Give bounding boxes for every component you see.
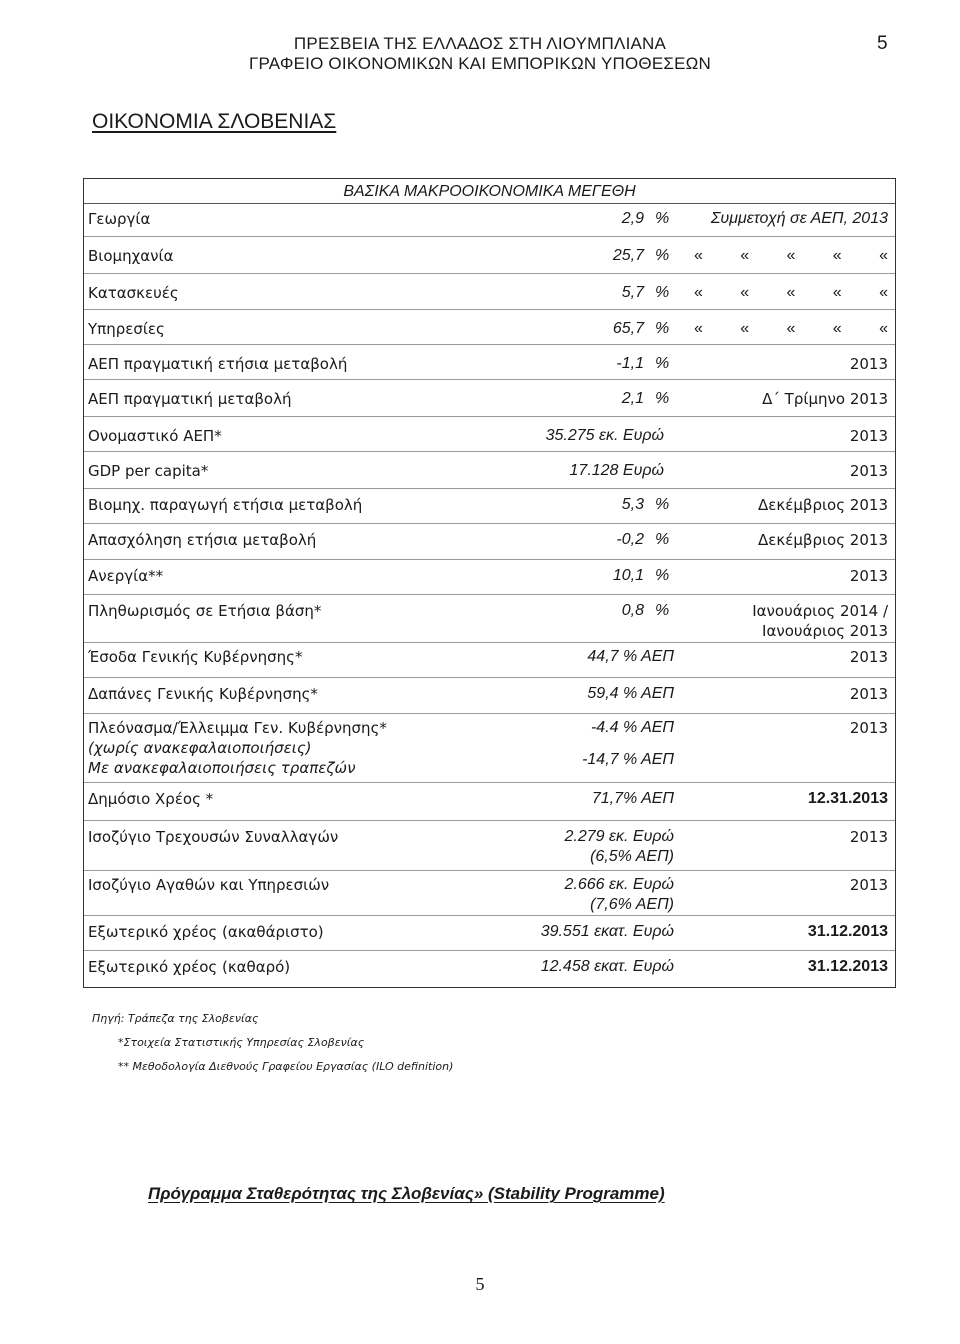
row-percent: % (655, 210, 670, 227)
row-reference: Συμμετοχή σε ΑΕΠ, 2013 (710, 210, 888, 227)
row-label: ΑΕΠ πραγματική μεταβολή (88, 390, 292, 408)
row-label-note-2: Με ανακεφαλαιοποιήσεις τραπεζών (88, 759, 356, 777)
row-reference: 2013 (849, 427, 888, 445)
macro-indicators-table (83, 178, 896, 988)
section-title: ΟΙΚΟΝΟΜΙΑ ΣΛΟΒΕΝΙΑΣ (92, 110, 337, 133)
row-percent: % (655, 496, 670, 513)
row-value: 0,8 (621, 602, 644, 619)
row-value: 5,7 (621, 284, 644, 301)
row-percent: % (655, 320, 670, 337)
row-label: Εξωτερικό χρέος (καθαρό) (88, 958, 291, 976)
row-label: Έσοδα Γενικής Κυβέρνησης* (88, 648, 303, 666)
row-reference: Ιανουάριος 2014 / (752, 602, 888, 620)
table-row (84, 678, 895, 714)
row-label: Δαπάνες Γενικής Κυβέρνησης* (88, 685, 318, 703)
row-label: Ισοζύγιο Αγαθών και Υπηρεσιών (88, 876, 330, 894)
row-reference: 2013 (849, 828, 888, 846)
row-label: Πληθωρισμός σε Ετήσια βάση* (88, 602, 322, 620)
table-row (84, 595, 895, 643)
table-row (84, 714, 895, 783)
page-number-bottom: 5 (475, 1274, 485, 1294)
row-value: 5,3 (621, 496, 644, 513)
row-value: 2,9 (621, 210, 644, 227)
embassy-name: ΠΡΕΣΒΕΙΑ ΤΗΣ ΕΛΛΑΔΟΣ ΣΤΗ ΛΙΟΥΜΠΛΙΑΝΑ (293, 34, 667, 53)
table-row (84, 452, 895, 489)
row-reference: Δεκέμβριος 2013 (758, 496, 888, 514)
row-percent: % (655, 390, 670, 407)
row-value: 39.551 εκατ. Ευρώ (540, 923, 674, 940)
row-label: Εξωτερικό χρέος (ακαθάριστο) (88, 923, 324, 941)
row-percent: % (655, 602, 670, 619)
table-row (84, 643, 895, 678)
row-label: Πλεόνασμα/Έλλειμμα Γεν. Κυβέρνησης* (88, 719, 387, 737)
row-reference: 31.12.2013 (807, 923, 888, 940)
row-reference: Δ΄ Τρίμηνο 2013 (762, 390, 888, 408)
row-percent: % (655, 355, 670, 372)
row-value: -1,1 (616, 355, 644, 372)
row-label: Βιομηχ. παραγωγή ετήσια μεταβολή (88, 496, 363, 514)
table-row (84, 560, 895, 595)
row-reference: Δεκέμβριος 2013 (758, 531, 888, 549)
row-label: Απασχόληση ετήσια μεταβολή (88, 531, 317, 549)
row-percent: % (655, 567, 670, 584)
office-name: ΓΡΑΦΕΙΟ ΟΙΚΟΝΟΜΙΚΩΝ ΚΑΙ ΕΜΠΟΡΙΚΩΝ ΥΠΟΘΕΣΕΩΝ (248, 54, 712, 73)
row-label: Υπηρεσίες (88, 320, 165, 338)
table-row (84, 916, 895, 951)
row-label: GDP per capita* (88, 462, 209, 480)
row-label-note: (χωρίς ανακεφαλαιοποιήσεις) (88, 739, 312, 757)
row-label: Γεωργία (88, 210, 151, 228)
row-value: 59,4 % ΑΕΠ (587, 685, 674, 702)
row-value-2: -14,7 % ΑΕΠ (582, 751, 674, 768)
source-note-statistics: *Στοιχεία Στατιστικής Υπηρεσίας Σλοβενίας (118, 1036, 365, 1049)
row-reference: 2013 (849, 355, 888, 373)
table-row (84, 871, 895, 916)
table-row (84, 237, 895, 274)
table-row (84, 345, 895, 380)
row-value: 2.279 εκ. Ευρώ (564, 828, 674, 845)
row-value: 65,7 (612, 320, 644, 337)
page-number-top: 5 (877, 33, 888, 54)
table-row (84, 274, 895, 310)
ditto-marks: « « « « « (694, 320, 888, 337)
row-value: 2,1 (621, 390, 644, 407)
row-reference: 2013 (849, 719, 888, 737)
row-value: 44,7 % ΑΕΠ (587, 648, 674, 665)
row-value: 12.458 εκατ. Ευρώ (540, 958, 674, 975)
row-reference: 2013 (849, 876, 888, 894)
row-label: Βιομηχανία (88, 247, 174, 265)
row-value: 35.275 εκ. Ευρώ (545, 427, 664, 444)
row-label: Ανεργία** (88, 567, 164, 585)
row-value: -4.4 % ΑΕΠ (590, 719, 674, 736)
table-row (84, 310, 895, 345)
table-row (84, 380, 895, 417)
row-label: Δημόσιο Χρέος * (88, 790, 214, 808)
row-value: 10,1 (612, 567, 644, 584)
table-row (84, 783, 895, 821)
row-reference: 2013 (849, 685, 888, 703)
row-percent: % (655, 284, 670, 301)
source-note: Πηγή: Τράπεζα της Σλοβενίας (92, 1012, 259, 1025)
row-reference: 2013 (849, 567, 888, 585)
ditto-marks: « « « « « (694, 247, 888, 264)
table-title: ΒΑΣΙΚΑ ΜΑΚΡΟΟΙΚΟΝΟΜΙΚΑ ΜΕΓΕΘΗ (84, 179, 895, 204)
row-label: ΑΕΠ πραγματική ετήσια μεταβολή (88, 355, 348, 373)
row-value-2: (7,6% ΑΕΠ) (590, 896, 674, 913)
row-reference: 12.31.2013 (807, 790, 888, 807)
row-label: Κατασκευές (88, 284, 179, 302)
table-row (84, 417, 895, 452)
table-row (84, 524, 895, 560)
row-value: -0,2 (616, 531, 644, 548)
row-reference: 2013 (849, 462, 888, 480)
row-value-2: (6,5% ΑΕΠ) (590, 848, 674, 865)
ditto-marks: « « « « « (694, 284, 888, 301)
table-row (84, 489, 895, 524)
row-percent: % (655, 531, 670, 548)
stability-programme-heading: Πρόγραμμα Σταθερότητας της Σλοβενίας» (Stability Programme) (148, 1184, 665, 1203)
source-note-ilo: ** Μεθοδολογία Διεθνούς Γραφείου Εργασίας (ILO definition) (118, 1060, 454, 1073)
row-reference: 2013 (849, 648, 888, 666)
row-label: Ονομαστικό ΑΕΠ* (88, 427, 222, 445)
row-percent: % (655, 247, 670, 264)
row-label: Ισοζύγιο Τρεχουσών Συναλλαγών (88, 828, 339, 846)
row-value: 71,7% ΑΕΠ (591, 790, 674, 807)
table-row (84, 203, 895, 237)
row-value: 2.666 εκ. Ευρώ (564, 876, 674, 893)
row-reference-continued: Ιανουάριος 2013 (762, 622, 888, 640)
table-row (84, 821, 895, 871)
table-row (84, 951, 895, 987)
row-value: 17.128 Ευρώ (569, 462, 664, 479)
row-value: 25,7 (612, 247, 644, 264)
row-reference: 31.12.2013 (807, 958, 888, 975)
